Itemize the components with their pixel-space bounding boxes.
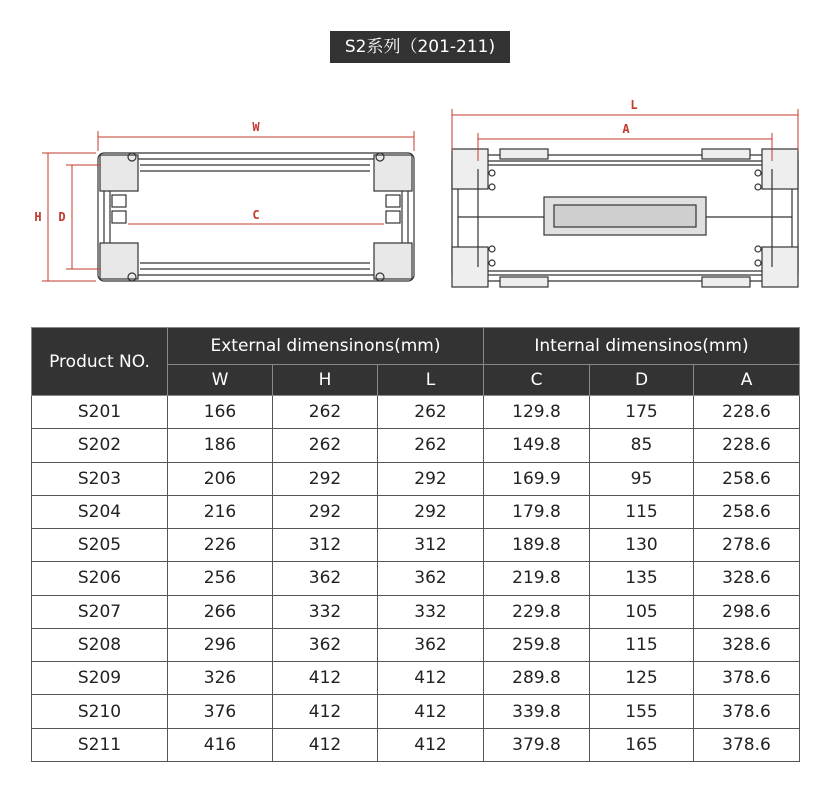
table-cell: 362 <box>273 562 378 595</box>
table-cell: 296 <box>168 628 273 661</box>
technical-drawing <box>0 85 830 305</box>
table-cell: 115 <box>590 495 694 528</box>
table-cell: 125 <box>590 662 694 695</box>
table-cell: 129.8 <box>484 396 590 429</box>
table-cell: S205 <box>32 529 168 562</box>
table-cell: 258.6 <box>694 462 800 495</box>
table-cell: S209 <box>32 662 168 695</box>
external-dimensions-header: External dimensinons(mm) <box>168 328 484 365</box>
table-cell: 362 <box>378 562 484 595</box>
column-header-c: C <box>484 365 590 396</box>
table-cell: 326 <box>168 662 273 695</box>
table-cell: 166 <box>168 396 273 429</box>
table-cell: 179.8 <box>484 495 590 528</box>
column-header-h: H <box>273 365 378 396</box>
table-cell: 292 <box>273 462 378 495</box>
table-cell: 262 <box>378 396 484 429</box>
table-cell: 412 <box>273 695 378 728</box>
table-cell: 165 <box>590 728 694 761</box>
table-row <box>32 595 800 628</box>
table-cell: 189.8 <box>484 529 590 562</box>
table-cell: 278.6 <box>694 529 800 562</box>
table-row <box>32 662 800 695</box>
table-cell: 130 <box>590 529 694 562</box>
table-cell: 175 <box>590 396 694 429</box>
table-cell: 328.6 <box>694 562 800 595</box>
table-cell: S203 <box>32 462 168 495</box>
table-cell: 229.8 <box>484 595 590 628</box>
table-cell: 292 <box>378 462 484 495</box>
table-cell: 258.6 <box>694 495 800 528</box>
dim-label-c: C <box>252 208 260 222</box>
table-cell: S206 <box>32 562 168 595</box>
table-row <box>32 462 800 495</box>
table-cell: S201 <box>32 396 168 429</box>
table-row <box>32 562 800 595</box>
table-cell: 262 <box>378 429 484 462</box>
table-row <box>32 529 800 562</box>
table-cell: 105 <box>590 595 694 628</box>
column-header-d: D <box>590 365 694 396</box>
table-cell: S210 <box>32 695 168 728</box>
table-cell: 266 <box>168 595 273 628</box>
dim-label-a: A <box>622 122 630 136</box>
table-cell: 376 <box>168 695 273 728</box>
table-cell: 289.8 <box>484 662 590 695</box>
table-cell: 412 <box>378 728 484 761</box>
table-cell: 262 <box>273 396 378 429</box>
table-cell: 312 <box>378 529 484 562</box>
table-cell: 332 <box>273 595 378 628</box>
table-cell: 149.8 <box>484 429 590 462</box>
table-cell: 219.8 <box>484 562 590 595</box>
table-cell: S204 <box>32 495 168 528</box>
column-header-w: W <box>168 365 273 396</box>
table-row <box>32 396 800 429</box>
table-row <box>32 628 800 661</box>
table-cell: 378.6 <box>694 695 800 728</box>
dim-label-l: L <box>630 98 638 112</box>
table-cell: 362 <box>378 628 484 661</box>
table-cell: 416 <box>168 728 273 761</box>
table-cell: 186 <box>168 429 273 462</box>
table-cell: S202 <box>32 429 168 462</box>
table-row <box>32 695 800 728</box>
dim-label-d: D <box>58 210 66 224</box>
table-cell: 362 <box>273 628 378 661</box>
table-cell: S208 <box>32 628 168 661</box>
table-cell: 312 <box>273 529 378 562</box>
table-cell: 256 <box>168 562 273 595</box>
table-cell: 292 <box>378 495 484 528</box>
table-cell: 169.9 <box>484 462 590 495</box>
table-cell: 206 <box>168 462 273 495</box>
table-cell: S211 <box>32 728 168 761</box>
dim-label-w: W <box>252 120 260 134</box>
table-cell: 228.6 <box>694 429 800 462</box>
table-cell: 85 <box>590 429 694 462</box>
table-cell: 135 <box>590 562 694 595</box>
table-row <box>32 495 800 528</box>
table-cell: 412 <box>378 695 484 728</box>
table-cell: S207 <box>32 595 168 628</box>
table-cell: 292 <box>273 495 378 528</box>
table-cell: 95 <box>590 462 694 495</box>
table-row <box>32 728 800 761</box>
table-cell: 412 <box>378 662 484 695</box>
product-no-header: Product NO. <box>32 328 168 396</box>
table-cell: 228.6 <box>694 396 800 429</box>
side-view-drawing <box>452 149 798 287</box>
table-row <box>32 429 800 462</box>
table-cell: 412 <box>273 728 378 761</box>
table-cell: 328.6 <box>694 628 800 661</box>
table-cell: 259.8 <box>484 628 590 661</box>
column-header-l: L <box>378 365 484 396</box>
table-cell: 298.6 <box>694 595 800 628</box>
table-cell: 216 <box>168 495 273 528</box>
dim-label-h: H <box>34 210 42 224</box>
table-cell: 378.6 <box>694 662 800 695</box>
column-header-a: A <box>694 365 800 396</box>
table-cell: 115 <box>590 628 694 661</box>
table-cell: 155 <box>590 695 694 728</box>
table-cell: 339.8 <box>484 695 590 728</box>
table-cell: 412 <box>273 662 378 695</box>
dimensions-table <box>31 327 800 762</box>
table-cell: 226 <box>168 529 273 562</box>
internal-dimensions-header: Internal dimensinos(mm) <box>484 328 800 365</box>
table-cell: 378.6 <box>694 728 800 761</box>
table-cell: 262 <box>273 429 378 462</box>
table-cell: 379.8 <box>484 728 590 761</box>
series-title: S2系列（201-211) <box>330 31 510 63</box>
table-cell: 332 <box>378 595 484 628</box>
